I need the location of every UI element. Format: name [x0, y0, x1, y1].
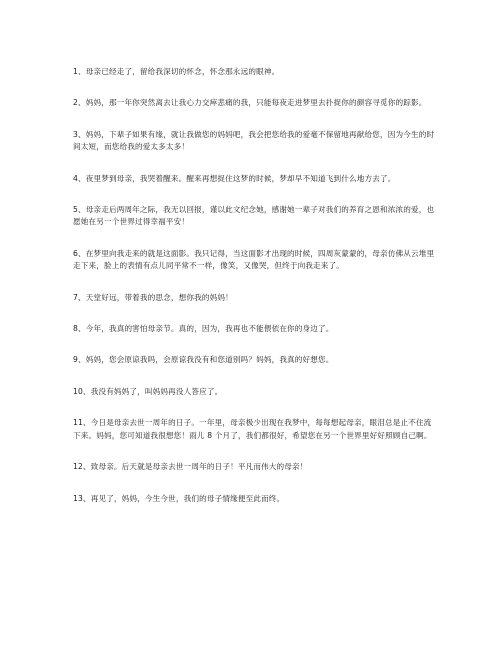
- entry-8: 8、今年，我真的害怕母亲节。真的，因为，我再也不能偎依在你的身边了。: [73, 324, 334, 334]
- entry-1: 1、母亲已经走了，留给我深切的怀念，怀念那永远的眼神。: [73, 67, 280, 76]
- entry-6: 6、在梦里向我走来的就是这面影。我只记得，当这面影才出现的时候，四周灰蒙蒙的，母亲仿佛从云堆里走下来，脸上的表情有点儿同平常不一样，像笑，又像哭，但终于向我走来了。: [73, 248, 435, 271]
- entry-11: 11、今日是母亲去世一周年的日子。一年里，母亲极少出现在我梦中，每每想起母亲，眼泪总是止不住流下来。妈妈，您可知道我很想您！雨儿 8 个月了，我们都很好，希望您在另一个世界里好好照顾自己啊。: [73, 418, 432, 440]
- entry-12: 12、致母亲。后天就是母亲去世一周年的日子！平凡而伟大的母亲！: [73, 462, 308, 472]
- entry-13: 13、再见了，妈妈，今生今世，我们的母子情缘便至此而终。: [73, 493, 285, 503]
- entry-5: 5、母亲走后两周年之际，我无以回报，谨以此文纪念她，感谢她一辈子对我们的养育之恩和浓浓的爱，也愿她在另一个世界过得幸福平安！: [73, 205, 435, 227]
- entry-2: 2、妈妈，那一年你突然离去让我心力交瘁悲痛的我，只能每夜走进梦里去扑捉你的颜容寻觅你的踪影。: [73, 98, 427, 108]
- entry-9: 9、妈妈，您会原谅我吗，会原谅我没有和您道别吗？妈妈，我真的好想您。: [73, 355, 334, 365]
- entry-7: 7、天堂好远，带着我的思念，想你我的妈妈！: [73, 292, 233, 302]
- entry-list: [73, 66, 439, 524]
- entry-10: 10、我没有妈妈了，叫妈妈再没人答应了。: [73, 386, 223, 396]
- entry-3: 3、妈妈，下辈子如果有缘，就让我做您的妈妈吧，我会把您给我的爱毫不保留地再献给您，因为今生的时间太短，而您给我的爱太多太多！: [73, 129, 435, 152]
- entry-4: 4、夜里梦到母亲，我哭着醒来。醒来再想捉住这梦的时候，梦却早不知道飞到什么地方去了。: [73, 173, 396, 183]
